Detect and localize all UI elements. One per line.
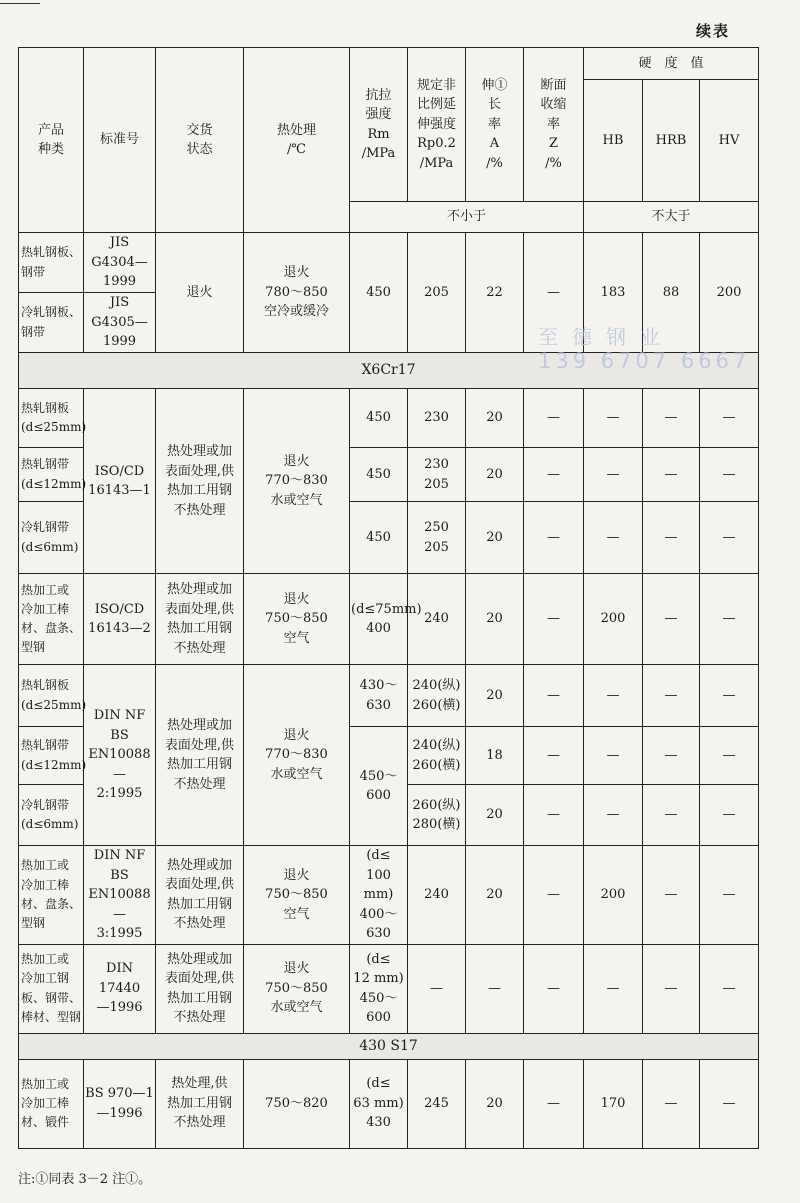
cell-category: 冷轧钢带 (d≤6mm) — [19, 785, 84, 846]
cell-rp: 205 — [408, 233, 466, 353]
cell-a: 20 — [466, 389, 524, 448]
cell-rp: — — [408, 944, 466, 1033]
cell-hv: — — [700, 846, 759, 945]
cell-category: 热加工或 冷加工棒 材、盘条、 型钢 — [19, 574, 84, 665]
cell-delivery: 热处理或加 表面处理,供 热加工用钢 不热处理 — [156, 944, 244, 1033]
cell-category: 热加工或 冷加工棒 材、锻件 — [19, 1059, 84, 1148]
cell-rp: 245 — [408, 1059, 466, 1148]
cell-category: 热轧钢板 (d≤25mm) — [19, 665, 84, 727]
watermark-phone: 139 6707 6667 — [538, 349, 751, 373]
cell-standard: JIS G4304—1999 — [84, 233, 156, 293]
cell-rm: (d≤75mm) 400 — [350, 574, 408, 665]
cell-rm: 450 — [350, 502, 408, 574]
cell-hrb: — — [643, 574, 700, 665]
cell-category: 冷轧钢带 (d≤6mm) — [19, 502, 84, 574]
cell-rp: 250 205 — [408, 502, 466, 574]
cell-category: 热轧钢带 (d≤12mm) — [19, 448, 84, 502]
cell-hrb: — — [643, 1059, 700, 1148]
cell-hb: — — [584, 665, 643, 727]
cell-hb: 170 — [584, 1059, 643, 1148]
section-grade: X6Cr17 — [19, 353, 759, 389]
cell-category: 热加工或 冷加工棒 材、盘条、 型钢 — [19, 846, 84, 945]
cell-heat: 750～820 — [244, 1059, 350, 1148]
cell-heat: 退火 770～830 水或空气 — [244, 389, 350, 574]
top-rule — [0, 0, 40, 4]
cell-z: — — [524, 233, 584, 353]
footnote: 注:①同表 3－2 注①。 — [18, 1172, 152, 1187]
cell-category: 冷轧钢板、 钢带 — [19, 293, 84, 353]
cell-standard: BS 970—1 —1996 — [84, 1059, 156, 1148]
cell-z: — — [524, 389, 584, 448]
cell-hb: — — [584, 785, 643, 846]
header-hb: HB — [584, 80, 643, 202]
cell-hrb: — — [643, 944, 700, 1033]
cell-rm: 450～600 — [350, 727, 408, 846]
cell-z: — — [524, 846, 584, 945]
cell-hb: — — [584, 502, 643, 574]
watermark — [538, 325, 750, 374]
cell-z: — — [524, 944, 584, 1033]
cell-delivery: 热处理或加 表面处理,供 热加工用钢 不热处理 — [156, 846, 244, 945]
cell-a: 20 — [466, 665, 524, 727]
cell-rm: 450 — [350, 389, 408, 448]
cell-heat: 退火 750～850 空气 — [244, 574, 350, 665]
watermark-company: 至德钢业 — [538, 325, 674, 349]
cell-hrb: — — [643, 665, 700, 727]
cell-standard: DIN 17440 —1996 — [84, 944, 156, 1033]
cell-a: 20 — [466, 502, 524, 574]
cell-rp: 240(纵) 260(横) — [408, 727, 466, 785]
cell-a: 20 — [466, 1059, 524, 1148]
cell-a: 20 — [466, 574, 524, 665]
cell-rp: 240 — [408, 846, 466, 945]
cell-rm: 430～630 — [350, 665, 408, 727]
header-delivery: 交货 状态 — [156, 48, 244, 233]
cell-hv: — — [700, 389, 759, 448]
cell-hv: — — [700, 448, 759, 502]
cell-hrb: — — [643, 502, 700, 574]
steel-properties-table — [18, 47, 759, 1149]
cell-hrb: — — [643, 448, 700, 502]
cell-standard: ISO/CD 16143—2 — [84, 574, 156, 665]
cell-standard: DIN NF BS EN10088— 2:1995 — [84, 665, 156, 846]
cell-rp: 230 205 — [408, 448, 466, 502]
header-category: 产品 种类 — [19, 48, 84, 233]
cell-z: — — [524, 727, 584, 785]
cell-hv: — — [700, 727, 759, 785]
cell-category: 热轧钢板、 钢带 — [19, 233, 84, 293]
cell-hv: — — [700, 502, 759, 574]
cell-delivery: 热处理,供 热加工用钢 不热处理 — [156, 1059, 244, 1148]
cell-hrb: — — [643, 846, 700, 945]
cell-rp: 230 — [408, 389, 466, 448]
cell-heat: 退火 770～830 水或空气 — [244, 665, 350, 846]
header-rp: 规定非 比例延 伸强度 Rp0.2 /MPa — [408, 48, 466, 202]
header-max: 不大于 — [584, 202, 759, 233]
cell-hv: 200 — [700, 233, 759, 353]
cell-rp: 240(纵) 260(横) — [408, 665, 466, 727]
cell-z: — — [524, 665, 584, 727]
section-grade: 430 S17 — [19, 1033, 759, 1059]
cell-a: 18 — [466, 727, 524, 785]
cell-hb: — — [584, 944, 643, 1033]
cell-rm: 450 — [350, 233, 408, 353]
cell-delivery: 热处理或加 表面处理,供 热加工用钢 不热处理 — [156, 665, 244, 846]
cell-rp: 260(纵) 280(横) — [408, 785, 466, 846]
cell-rm: (d≤ 12 mm) 450～600 — [350, 944, 408, 1033]
cell-rm: (d≤ 63 mm) 430 — [350, 1059, 408, 1148]
cell-delivery: 退火 — [156, 233, 244, 353]
cell-hrb: — — [643, 727, 700, 785]
cell-hb: 183 — [584, 233, 643, 353]
cell-category: 热轧钢带 (d≤12mm) — [19, 727, 84, 785]
continued-label: 续表 — [695, 22, 730, 40]
cell-standard: JIS G4305—1999 — [84, 293, 156, 353]
cell-a: 20 — [466, 448, 524, 502]
cell-category: 热加工或 冷加工钢 板、钢带、 棒材、型钢 — [19, 944, 84, 1033]
cell-delivery: 热处理或加 表面处理,供 热加工用钢 不热处理 — [156, 389, 244, 574]
cell-hb: — — [584, 389, 643, 448]
cell-hrb: — — [643, 785, 700, 846]
cell-hb: — — [584, 727, 643, 785]
cell-delivery: 热处理或加 表面处理,供 热加工用钢 不热处理 — [156, 574, 244, 665]
cell-rp: 240 — [408, 574, 466, 665]
header-z: 断面 收缩 率 Z /% — [524, 48, 584, 202]
cell-heat: 退火 780～850 空冷或缓冷 — [244, 233, 350, 353]
cell-hv: — — [700, 665, 759, 727]
cell-hb: 200 — [584, 574, 643, 665]
cell-z: — — [524, 502, 584, 574]
cell-hb: 200 — [584, 846, 643, 945]
cell-rm: 450 — [350, 448, 408, 502]
cell-hrb: — — [643, 389, 700, 448]
cell-hv: — — [700, 1059, 759, 1148]
cell-hrb: 88 — [643, 233, 700, 353]
header-standard: 标准号 — [84, 48, 156, 233]
cell-a: 22 — [466, 233, 524, 353]
cell-hv: — — [700, 574, 759, 665]
cell-heat: 退火 750～850 水或空气 — [244, 944, 350, 1033]
header-hv: HV — [700, 80, 759, 202]
header-hardness: 硬 度 值 — [584, 48, 759, 80]
cell-rm: (d≤ 100 mm) 400～630 — [350, 846, 408, 945]
cell-standard: DIN NF BS EN10088— 3:1995 — [84, 846, 156, 945]
cell-z: — — [524, 1059, 584, 1148]
cell-a: — — [466, 944, 524, 1033]
header-a: 伸① 长 率 A /% — [466, 48, 524, 202]
header-min: 不小于 — [350, 202, 584, 233]
cell-hb: — — [584, 448, 643, 502]
cell-z: — — [524, 785, 584, 846]
cell-category: 热轧钢板 (d≤25mm) — [19, 389, 84, 448]
cell-hv: — — [700, 944, 759, 1033]
cell-a: 20 — [466, 846, 524, 945]
header-rm: 抗拉 强度 Rm /MPa — [350, 48, 408, 202]
cell-hv: — — [700, 785, 759, 846]
cell-a: 20 — [466, 785, 524, 846]
cell-z: — — [524, 574, 584, 665]
cell-standard: ISO/CD 16143—1 — [84, 389, 156, 574]
header-hrb: HRB — [643, 80, 700, 202]
header-heat: 热处理 /℃ — [244, 48, 350, 233]
cell-z: — — [524, 448, 584, 502]
cell-heat: 退火 750～850 空气 — [244, 846, 350, 945]
